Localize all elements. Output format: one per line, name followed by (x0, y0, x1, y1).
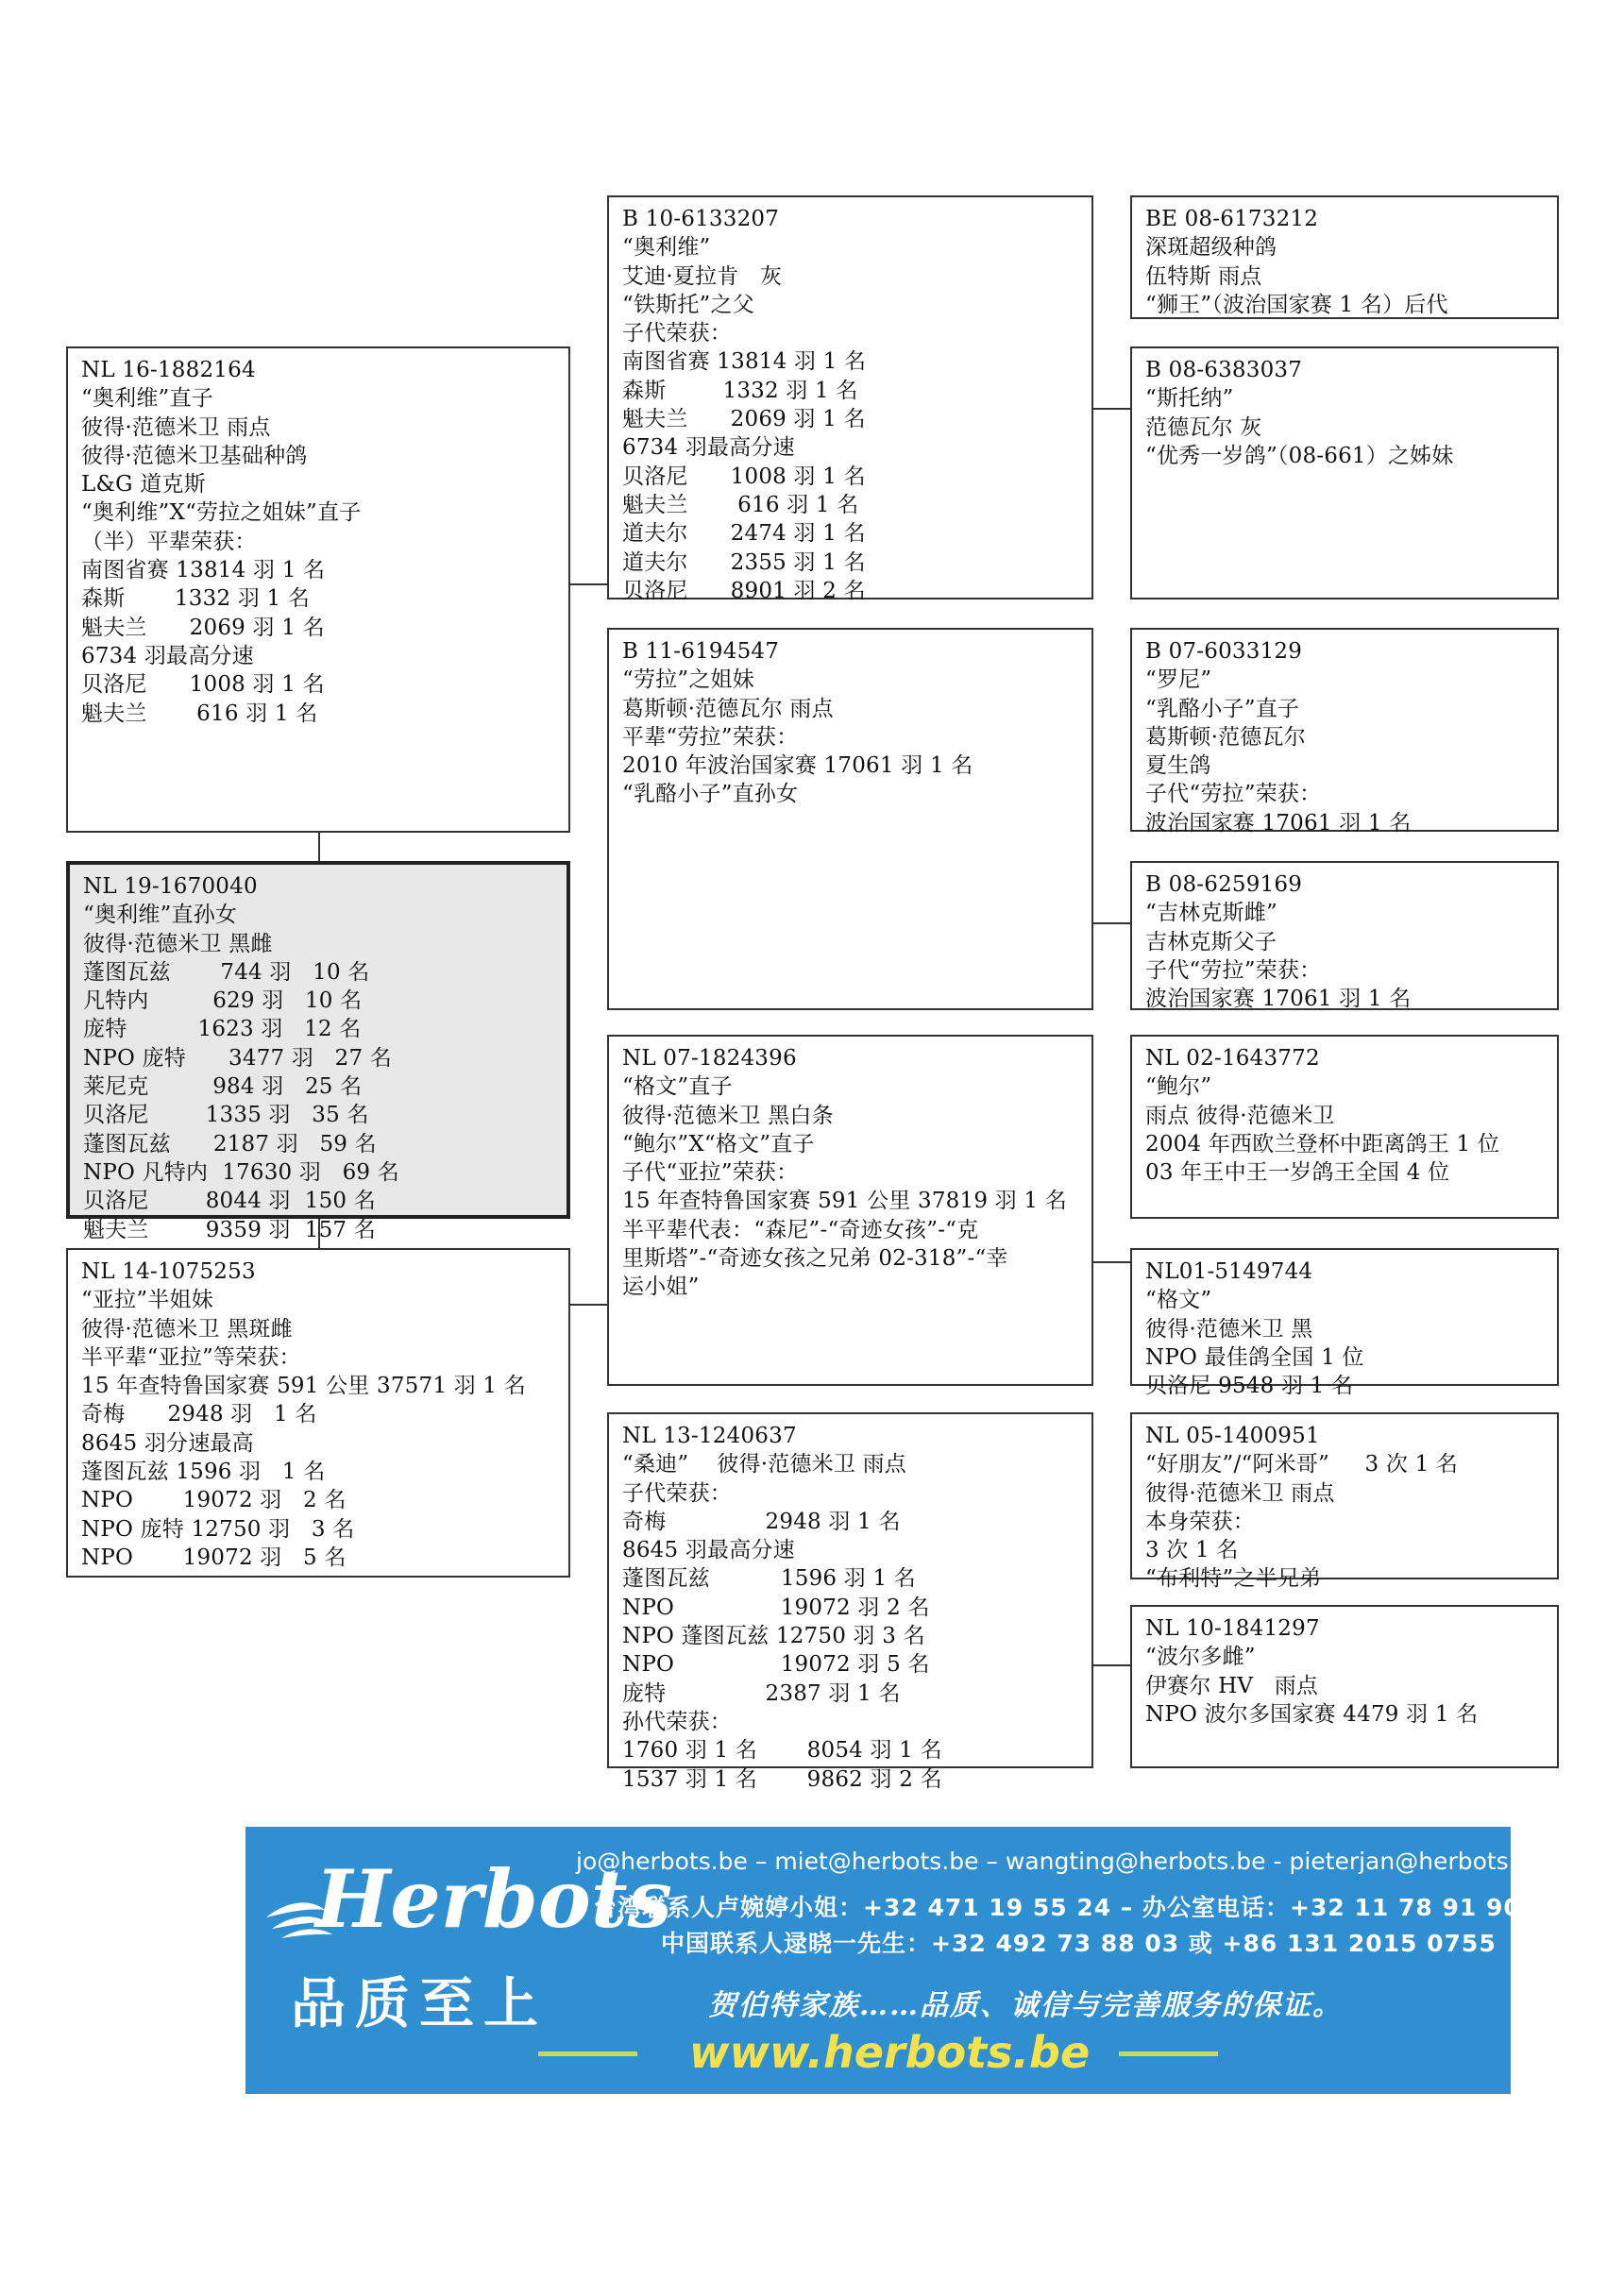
pedigree-line: NPO 19072 羽 5 名 (81, 1545, 347, 1570)
pedigree-line: 贝洛尼 8044 羽 150 名 (83, 1189, 376, 1214)
pedigree-line: “奥利维”直子 (81, 386, 213, 412)
pedigree-line: 深斑超级种鸽 (1145, 235, 1277, 261)
pedigree-line: 彼得·范德米卫 黑白条 (622, 1103, 834, 1128)
ring-number: NL 02-1643772 (1145, 1046, 1320, 1071)
pedigree-line: 贝洛尼 1008 羽 1 名 (81, 672, 325, 698)
pedigree-line: “鲍尔” (1145, 1074, 1212, 1100)
pedigree-line: 彼得·范德米卫 黑 (1145, 1316, 1313, 1342)
pedigree-line: “斯托纳” (1145, 386, 1234, 412)
pedigree-line: 03 年王中王一岁鸽王全国 4 位 (1145, 1160, 1450, 1186)
pedigree-line: L&G 道克斯 (81, 472, 206, 498)
ring-number: NL 07-1824396 (622, 1046, 797, 1071)
pedigree-line: 魁夫兰 616 羽 1 名 (81, 701, 318, 726)
pedigree-line: “亚拉”半姐妹 (81, 1288, 213, 1313)
banner-website[interactable]: www.herbots.be (689, 2027, 1091, 2078)
banner-dash-left (538, 2051, 637, 2056)
pedigree-line: 子代荣获： (622, 321, 732, 346)
pedigree-line: 6734 羽最高分速 (622, 435, 795, 461)
pedigree-line: 葛斯顿·范德瓦尔 (1145, 724, 1306, 750)
logo-text: Herbots (315, 1852, 672, 1946)
pedigree-line: 吉林克斯父子 (1145, 929, 1277, 954)
pedigree-line: 艾迪·夏拉肯 灰 (622, 263, 783, 289)
pedigree-line: 3 次 1 名 (1145, 1538, 1239, 1563)
pedigree-line: “奥利维” (622, 235, 711, 261)
pedigree-line: 范德瓦尔 灰 (1145, 414, 1262, 440)
pedigree-box-sire-dam (607, 628, 1093, 1010)
pedigree-line: “奥利维”X“劳拉之姐妹”直子 (81, 500, 362, 526)
connector-line (1091, 408, 1133, 410)
pedigree-line: “罗尼” (1145, 667, 1212, 693)
pedigree-line: 2004 年西欧兰登杯中距离鸽王 1 位 (1145, 1131, 1500, 1156)
pedigree-line: 本身荣获： (1145, 1509, 1255, 1534)
pedigree-box-ggp-6 (1130, 1248, 1559, 1399)
pedigree-line: “格文”直子 (622, 1074, 733, 1100)
pedigree-box-ggp-7 (1130, 1412, 1559, 1592)
ring-number: NL 13-1240637 (622, 1424, 797, 1448)
pedigree-line: “好朋友”/“阿米哥” 3 次 1 名 (1145, 1452, 1459, 1477)
pedigree-line: 伊赛尔 HV 雨点 (1145, 1673, 1319, 1698)
pedigree-box-subject (66, 861, 570, 1242)
pedigree-line: 南图省赛 13814 羽 1 名 (81, 558, 326, 583)
ring-number: NL 05-1400951 (1145, 1424, 1320, 1448)
connector-line (568, 583, 607, 585)
herbots-logo (259, 1844, 672, 1948)
pedigree-line: 15 年查特鲁国家赛 591 公里 37819 羽 1 名 (622, 1189, 1067, 1214)
pedigree-line: 庞特 1623 羽 12 名 (83, 1017, 362, 1042)
pedigree-line: （半）平辈荣获： (81, 529, 257, 554)
pedigree-line: “劳拉”之姐妹 (622, 667, 754, 693)
banner-dash-right (1119, 2051, 1218, 2056)
pedigree-line: 子代“亚拉”荣获： (622, 1160, 799, 1186)
pedigree-line: 伍特斯 雨点 (1145, 263, 1262, 289)
pedigree-line: 蓬图瓦兹 2187 羽 59 名 (83, 1131, 377, 1156)
pedigree-line: “乳酪小子”直孙女 (622, 782, 799, 807)
pedigree-line: 彼得·范德米卫 雨点 (81, 414, 271, 440)
pedigree-line: “鲍尔”X“格文”直子 (622, 1131, 815, 1156)
ring-number: NL 19-1670040 (83, 874, 258, 899)
pedigree-line: 子代荣获： (622, 1480, 732, 1506)
banner-china-contact: 中国联系人逯晓一先生：+32 492 73 88 03 或 +86 131 2015 0755 (661, 1930, 1497, 1957)
pedigree-line: 半平辈代表：“森尼”-“奇迹女孩”-“克 (622, 1217, 979, 1242)
pedigree-line: NPO 庞特 12750 羽 3 名 (81, 1516, 355, 1542)
pedigree-line: 彼得·范德米卫基础种鸽 (81, 443, 308, 468)
pedigree-line: 蓬图瓦兹 1596 羽 1 名 (622, 1566, 917, 1592)
pedigree-line: 平辈“劳拉”荣获： (622, 724, 799, 750)
pedigree-box-dam (66, 1248, 570, 1578)
pedigree-line: 子代“劳拉”荣获： (1145, 782, 1322, 807)
ring-number: NL 16-1882164 (81, 358, 256, 382)
pedigree-line: 8645 羽最高分速 (622, 1538, 795, 1563)
pedigree-line: “狮王”（波治国家赛 1 名）后代 (1145, 292, 1448, 317)
pedigree-line: 莱尼克 984 羽 25 名 (83, 1074, 363, 1100)
pedigree-box-ggp-8 (1130, 1605, 1559, 1768)
pedigree-line: NPO 蓬图瓦兹 12750 羽 3 名 (622, 1624, 925, 1649)
pedigree-line: “波尔多雌” (1145, 1645, 1256, 1670)
ring-number: NL 10-1841297 (1145, 1616, 1320, 1641)
pedigree-line: “格文” (1145, 1288, 1212, 1313)
pedigree-line: “优秀一岁鸽”（08-661）之姊妹 (1145, 443, 1454, 468)
pedigree-line: 1760 羽 1 名 8054 羽 1 名 (622, 1738, 942, 1764)
pedigree-line: 奇梅 2948 羽 1 名 (81, 1402, 317, 1427)
pedigree-line: 孙代荣获： (622, 1709, 732, 1734)
connector-line (1091, 1664, 1133, 1666)
pedigree-line: 蓬图瓦兹 744 羽 10 名 (83, 959, 370, 985)
ring-number: NL 14-1075253 (81, 1259, 256, 1284)
banner-slogan: 贺伯特家族……品质、诚信与完善服务的保证。 (708, 1989, 1343, 2022)
pedigree-box-ggp-4 (1130, 861, 1559, 1010)
pedigree-line: 15 年查特鲁国家赛 591 公里 37571 羽 1 名 (81, 1374, 526, 1399)
pedigree-line: “乳酪小子”直子 (1145, 696, 1300, 721)
pedigree-box-ggp-5 (1130, 1035, 1559, 1219)
pedigree-line: 葛斯顿·范德瓦尔 雨点 (622, 696, 834, 721)
pedigree-box-ggp-1 (1130, 195, 1559, 319)
ring-number: NL01-5149744 (1145, 1259, 1313, 1284)
ring-number: B 11-6194547 (622, 639, 780, 664)
pedigree-line: 庞特 2387 羽 1 名 (622, 1680, 901, 1706)
pedigree-line: 6734 羽最高分速 (81, 643, 254, 668)
ring-number: B 07-6033129 (1145, 639, 1303, 664)
pedigree-line: 南图省赛 13814 羽 1 名 (622, 349, 867, 375)
pedigree-line: 波治国家赛 17061 羽 1 名 (1145, 987, 1412, 1012)
pedigree-line: 彼得·范德米卫 黑雌 (83, 931, 273, 956)
pedigree-line: 子代“劳拉”荣获： (1145, 957, 1322, 983)
pedigree-box-sire (66, 346, 570, 833)
pedigree-line: 道夫尔 2474 羽 1 名 (622, 521, 866, 547)
pedigree-line: “吉林克斯雌” (1145, 901, 1277, 926)
pedigree-line: “奥利维”直孙女 (83, 903, 238, 928)
banner-taiwan-contact: 台湾联系人卢婉婷小姐：+32 471 19 55 24 – 办公室电话：+32 11 78 91 90 (593, 1894, 1521, 1921)
banner-emails[interactable]: jo@herbots.be – miet@herbots.be – wangting@herbots.be - pieterjan@herbots.be (576, 1848, 1546, 1875)
pedigree-box-ggp-3 (1130, 628, 1559, 836)
pedigree-line: 蓬图瓦兹 1596 羽 1 名 (81, 1460, 326, 1485)
pedigree-box-sire-sire (607, 195, 1093, 603)
pedigree-line: NPO 19072 羽 5 名 (622, 1652, 930, 1678)
pedigree-line: 1537 羽 1 名 9862 羽 2 名 (622, 1766, 942, 1792)
pedigree-line: 2010 年波治国家赛 17061 羽 1 名 (622, 753, 973, 779)
pedigree-box-dam-dam (607, 1412, 1093, 1792)
pedigree-box-ggp-2 (1130, 346, 1559, 599)
pedigree-line: 道夫尔 2355 羽 1 名 (622, 549, 866, 575)
herbots-banner (245, 1827, 1546, 2094)
pedigree-line: 森斯 1332 羽 1 名 (622, 378, 858, 403)
pedigree-line: “布利特”之半兄弟 (1145, 1566, 1322, 1592)
connector-line (568, 1304, 607, 1306)
pedigree-line: 波治国家赛 17061 羽 1 名 (1145, 810, 1412, 836)
pedigree-line: 奇梅 2948 羽 1 名 (622, 1509, 901, 1534)
connector-line (1091, 1261, 1133, 1263)
ring-number: B 10-6133207 (622, 207, 780, 231)
banner-tagline: 品质至上 (291, 1971, 549, 2035)
pedigree-line: 魁夫兰 2069 羽 1 名 (81, 615, 325, 640)
pedigree-line: 8645 羽分速最高 (81, 1430, 254, 1456)
pedigree-line: 森斯 1332 羽 1 名 (81, 586, 311, 612)
ring-number: BE 08-6173212 (1145, 207, 1319, 231)
pedigree-line: NPO 凡特内 17630 羽 69 名 (83, 1159, 399, 1185)
pedigree-line: 夏生鸽 (1145, 753, 1211, 779)
pedigree-line: NPO 庞特 3477 羽 27 名 (83, 1045, 392, 1071)
pedigree-line: 里斯塔”-“奇迹女孩之兄弟 02-318”-“幸 (622, 1246, 1008, 1272)
pedigree-line: 魁夫兰 616 羽 1 名 (622, 492, 859, 517)
pedigree-box-dam-sire (607, 1035, 1093, 1386)
connector-line (318, 831, 320, 862)
pedigree-line: 彼得·范德米卫 雨点 (1145, 1480, 1335, 1506)
pedigree-line: NPO 波尔多国家赛 4479 羽 1 名 (1145, 1701, 1479, 1727)
pedigree-line: NPO 19072 羽 2 名 (81, 1488, 347, 1513)
pedigree-line: 魁夫兰 9359 羽 157 名 (83, 1217, 376, 1242)
pedigree-line: 彼得·范德米卫 黑斑雌 (81, 1316, 293, 1342)
pedigree-line: NPO 19072 羽 2 名 (622, 1595, 930, 1620)
pedigree-line: 贝洛尼 1335 羽 35 名 (83, 1103, 369, 1128)
pedigree-line: 运小姐” (622, 1275, 700, 1300)
pedigree-line: 半平辈“亚拉”等荣获： (81, 1344, 301, 1370)
pedigree-line: 魁夫兰 2069 羽 1 名 (622, 407, 866, 432)
pedigree-line: 贝洛尼 8901 羽 2 名 (622, 578, 866, 603)
pedigree-line: “桑迪” 彼得·范德米卫 雨点 (622, 1452, 906, 1477)
pedigree-line: NPO 最佳鸽全国 1 位 (1145, 1344, 1364, 1370)
ring-number: B 08-6259169 (1145, 872, 1303, 897)
pedigree-line: 雨点 彼得·范德米卫 (1145, 1103, 1335, 1128)
pedigree-line: 凡特内 629 羽 10 名 (83, 988, 363, 1014)
pedigree-line: “铁斯托”之父 (622, 292, 754, 317)
pedigree-line: 贝洛尼 1008 羽 1 名 (622, 464, 866, 489)
ring-number: B 08-6383037 (1145, 358, 1303, 382)
connector-line (1091, 922, 1133, 924)
pedigree-line: 贝洛尼 9548 羽 1 名 (1145, 1374, 1354, 1399)
